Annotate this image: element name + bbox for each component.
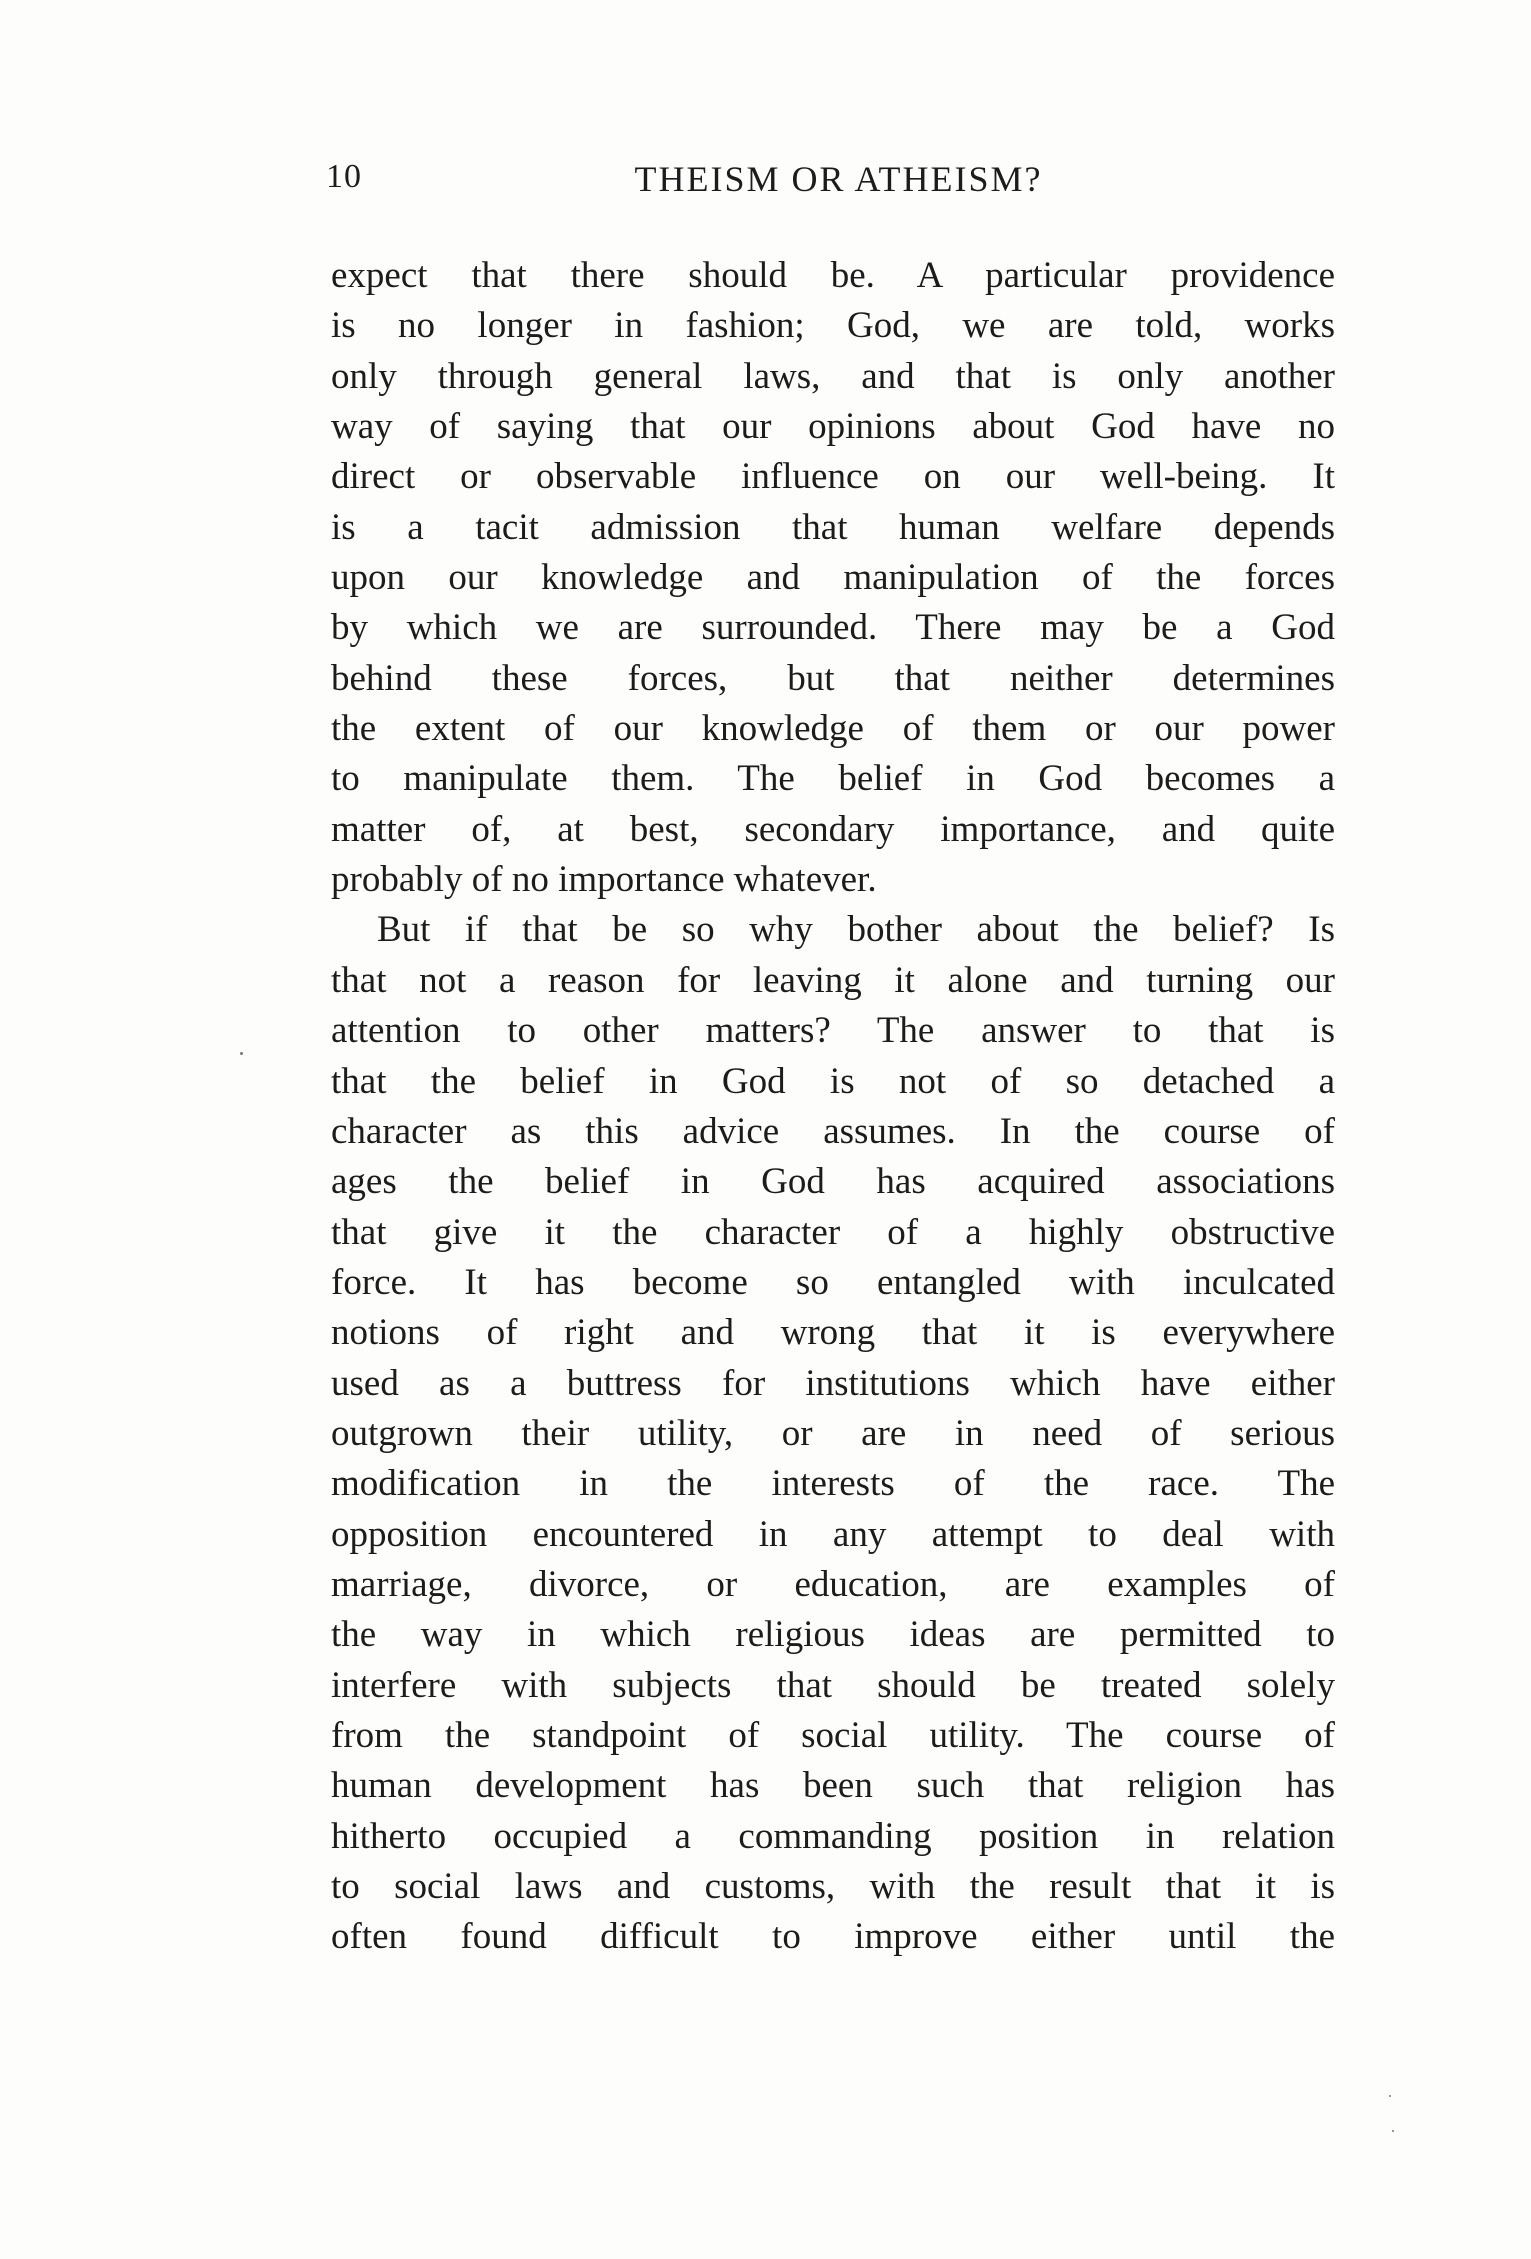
text-line: only through general laws, and that is only another	[331, 355, 1335, 397]
body-text	[331, 251, 1335, 1963]
text-line: the way in which religious ideas are permitted to	[331, 1614, 1335, 1656]
text-line: that the belief in God is not of so detached a	[331, 1060, 1335, 1102]
paper-speck	[1392, 2130, 1394, 2132]
text-line: the extent of our knowledge of them or our power	[331, 708, 1335, 750]
text-line: interfere with subjects that should be treated solely	[331, 1664, 1335, 1706]
paragraph-1	[331, 251, 1335, 905]
text-line: human development has been such that religion has	[331, 1765, 1335, 1807]
text-line: direct or observable influence on our well-being. It	[331, 456, 1335, 498]
text-line: behind these forces, but that neither determines	[331, 657, 1335, 699]
text-line: upon our knowledge and manipulation of the forces	[331, 557, 1335, 599]
text-line: to social laws and customs, with the result that it is	[331, 1866, 1335, 1907]
text-line: that not a reason for leaving it alone and turning our	[331, 959, 1335, 1001]
text-line: used as a buttress for institutions which have either	[331, 1362, 1335, 1404]
text-line: probably of no importance whatever.	[331, 859, 877, 901]
paper-speck	[1389, 2095, 1391, 2097]
text-line: often found difficult to improve either until the	[331, 1916, 1335, 1958]
text-line: ages the belief in God has acquired associations	[331, 1161, 1335, 1203]
text-line: is no longer in fashion; God, we are told, works	[331, 305, 1335, 347]
text-line: attention to other matters? The answer to that is	[331, 1010, 1335, 1052]
text-line: opposition encountered in any attempt to deal with	[331, 1513, 1335, 1555]
text-line: character as this advice assumes. In the course of	[331, 1110, 1335, 1152]
text-line: by which we are surrounded. There may be a God	[331, 607, 1335, 649]
text-line: marriage, divorce, or education, are examples of	[331, 1563, 1335, 1605]
text-line: notions of right and wrong that it is everywhere	[331, 1312, 1335, 1354]
text-line: expect that there should be. A particular providence	[331, 255, 1335, 296]
text-line: hitherto occupied a commanding position in relation	[331, 1815, 1335, 1857]
text-line: outgrown their utility, or are in need of serious	[331, 1412, 1335, 1454]
text-line: from the standpoint of social utility. The course of	[331, 1714, 1335, 1756]
text-line: is a tacit admission that human welfare depends	[331, 506, 1335, 548]
text-line: But if that be so why bother about the belief? Is	[377, 909, 1335, 951]
text-line: to manipulate them. The belief in God becomes a	[331, 758, 1335, 800]
text-line: force. It has become so entangled with inculcated	[331, 1261, 1335, 1303]
text-line: way of saying that our opinions about God have no	[331, 406, 1335, 448]
text-line: that give it the character of a highly obstructive	[331, 1211, 1335, 1253]
page-number: 10	[326, 158, 362, 195]
text-line: modification in the interests of the race. The	[331, 1463, 1335, 1505]
paper-speck	[240, 1052, 243, 1055]
running-title: THEISM OR ATHEISM?	[634, 159, 1043, 199]
paragraph-2	[331, 905, 1335, 1962]
running-head	[326, 158, 1341, 208]
text-line: matter of, at best, secondary importance, and quite	[331, 808, 1335, 850]
